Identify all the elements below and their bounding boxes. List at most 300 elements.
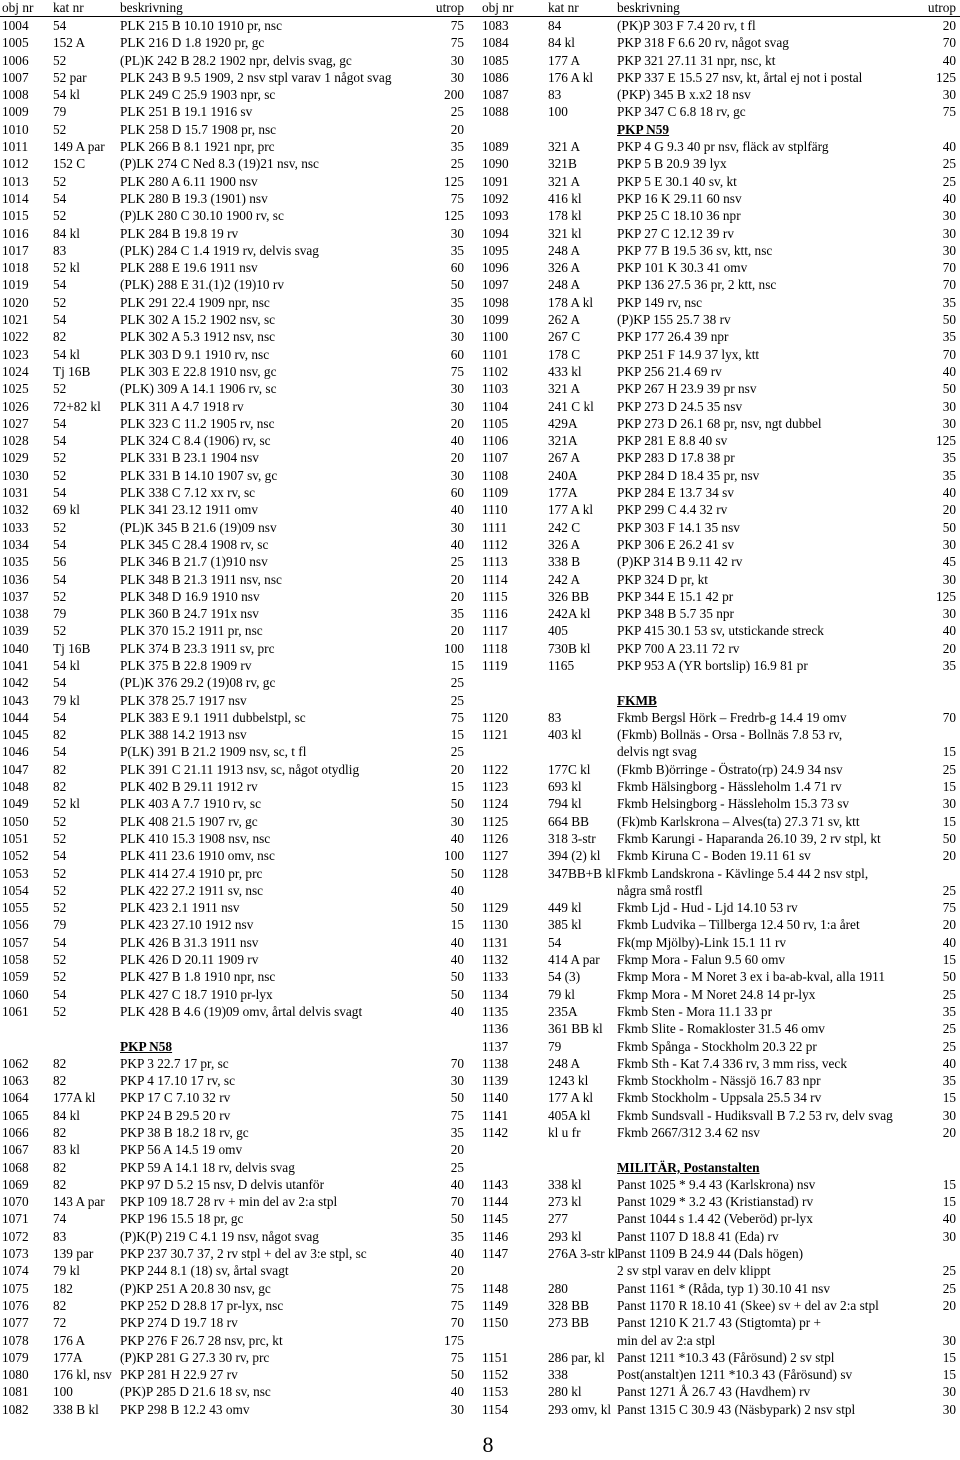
obj-nr: 1110 [482, 502, 508, 518]
utrop: 15 [450, 657, 464, 673]
obj-nr: 1103 [482, 381, 509, 397]
obj-nr: 1053 [2, 865, 29, 881]
utrop: 30 [450, 312, 464, 328]
kat-nr: 82 [53, 1055, 67, 1071]
description: PKP 324 D pr, kt [617, 571, 708, 587]
kat-nr: 54 [53, 675, 67, 691]
utrop: 35 [942, 467, 956, 483]
obj-nr: 1122 [482, 761, 509, 777]
utrop: 35 [942, 657, 956, 673]
utrop: 25 [942, 986, 956, 1002]
utrop: 35 [450, 1228, 464, 1244]
list-item [480, 536, 960, 553]
utrop: 25 [942, 1263, 956, 1279]
utrop: 70 [450, 1055, 464, 1071]
obj-nr: 1040 [2, 640, 29, 656]
obj-nr: 1049 [2, 796, 29, 812]
kat-nr: 54 kl [53, 346, 80, 362]
list-item [480, 415, 960, 432]
description: PLK 288 E 19.6 1911 nsv [120, 260, 258, 276]
left-header [0, 0, 480, 17]
kat-nr: 321B [548, 156, 577, 172]
kat-nr: 326 BB [548, 588, 590, 604]
description: PKP 5 E 30.1 40 sv, kt [617, 173, 737, 189]
left-list [0, 17, 480, 1418]
obj-nr: 1150 [482, 1315, 509, 1331]
description: PLK 426 D 20.11 1909 rv [120, 952, 259, 968]
kat-nr: 276A 3-str kl [548, 1246, 619, 1262]
obj-nr: 1016 [2, 225, 29, 241]
kat-nr: 433 kl [548, 363, 582, 379]
utrop: 25 [942, 156, 956, 172]
obj-nr: 1065 [2, 1107, 29, 1123]
utrop: 100 [444, 848, 464, 864]
kat-nr: 84 [548, 18, 562, 33]
kat-nr: 273 kl [548, 1194, 582, 1210]
utrop: 20 [450, 571, 464, 587]
obj-nr: 1079 [2, 1349, 29, 1365]
obj-nr: 1132 [482, 952, 509, 968]
obj-nr: 1144 [482, 1194, 509, 1210]
obj-nr: 1104 [482, 398, 509, 414]
utrop: 40 [942, 934, 956, 950]
utrop: 35 [450, 242, 464, 258]
kat-nr: 52 [53, 1003, 67, 1019]
description: (P)KP 251 A 20.8 30 nsv, gc [120, 1280, 271, 1296]
list-item [480, 363, 960, 380]
kat-nr: 54 [53, 312, 67, 328]
description: PKP 284 E 13.7 34 sv [617, 485, 734, 501]
list-item [0, 1332, 480, 1349]
kat-nr: 52 [53, 381, 67, 397]
description: (PLK) 288 E 31.(1)2 (19)10 rv [120, 277, 284, 293]
kat-nr: 794 kl [548, 796, 582, 812]
list-item [0, 1124, 480, 1141]
kat-nr: 52 [53, 121, 67, 137]
list-item [0, 1089, 480, 1106]
description: PKP 149 rv, nsc [617, 294, 703, 310]
list-item [0, 674, 480, 691]
obj-nr: 1077 [2, 1315, 29, 1331]
list-item [0, 363, 480, 380]
section-title: MILITÄR, Postanstalten [617, 1159, 760, 1175]
description: PKP 24 B 29.5 20 rv [120, 1107, 231, 1123]
list-item [0, 813, 480, 830]
description: PKP 415 30.1 53 sv, utstickande streck [617, 623, 824, 639]
list-item [0, 588, 480, 605]
kat-nr: 82 [53, 761, 67, 777]
header-kat: kat nr [548, 0, 579, 15]
obj-nr: 1038 [2, 606, 29, 622]
kat-nr: 52 [53, 208, 67, 224]
utrop: 40 [942, 363, 956, 379]
kat-nr: 83 [53, 1228, 67, 1244]
kat-nr: 277 [548, 1211, 568, 1227]
list-item [480, 173, 960, 190]
description: PKP 274 D 19.7 18 rv [120, 1315, 238, 1331]
kat-nr: 52 [53, 519, 67, 535]
description: PLK 338 C 7.12 xx rv, sc [120, 485, 256, 501]
utrop: 25 [942, 761, 956, 777]
obj-nr: 1117 [482, 623, 508, 639]
section-title: FKMB [617, 692, 657, 708]
description: PKP 17 C 7.10 32 rv [120, 1090, 231, 1106]
kat-nr: 54 [53, 415, 67, 431]
list-item [0, 155, 480, 172]
list-item [480, 259, 960, 276]
description: Fk(mp Mjölby)-Link 15.1 11 rv [617, 934, 787, 950]
kat-nr: 394 (2) kl [548, 848, 601, 864]
obj-nr: 1134 [482, 986, 509, 1002]
kat-nr: 54 [53, 848, 67, 864]
list-item [480, 484, 960, 501]
obj-nr: 1066 [2, 1125, 29, 1140]
kat-nr: 82 [53, 1159, 67, 1175]
list-item [480, 1228, 960, 1245]
list-item [480, 1262, 960, 1279]
utrop: 15 [942, 779, 956, 795]
utrop: 15 [942, 1194, 956, 1210]
list-item [480, 225, 960, 242]
obj-nr: 1020 [2, 294, 29, 310]
utrop: 40 [450, 1003, 464, 1019]
kat-nr: Tj 16B [53, 640, 91, 656]
obj-nr: 1147 [482, 1246, 509, 1262]
description: PLK 388 14.2 1913 nsv [120, 727, 247, 743]
description: (P)K(P) 219 C 4.1 19 nsv, något svag [120, 1228, 319, 1244]
list-item [0, 1245, 480, 1262]
utrop: 100 [444, 640, 464, 656]
description: PKP 4 17.10 17 rv, sc [120, 1073, 235, 1089]
kat-nr: 321 A [548, 381, 581, 397]
left-column [0, 0, 480, 1418]
description: Panst 1161 * (Råda, typ 1) 30.10 41 nsv [617, 1280, 830, 1296]
kat-nr: 54 [53, 536, 67, 552]
obj-nr: 1032 [2, 502, 29, 518]
utrop: 30 [942, 415, 956, 431]
description: PKP 4 G 9.3 40 pr nsv, fläck av stplfärg [617, 139, 829, 155]
kat-nr: 178 kl [548, 208, 582, 224]
list-item [0, 207, 480, 224]
utrop: 50 [942, 830, 956, 846]
description: PLK 410 15.3 1908 nsv, nsc [120, 830, 271, 846]
kat-nr: 248 A [548, 1055, 581, 1071]
kat-nr: 152 C [53, 156, 86, 172]
utrop: 20 [942, 1297, 956, 1313]
obj-nr: 1131 [482, 934, 509, 950]
obj-nr: 1088 [482, 104, 509, 120]
kat-nr: 414 A par [548, 952, 600, 968]
kat-nr: 177 A kl [548, 502, 594, 518]
kat-nr: 321A [548, 433, 578, 449]
utrop: 70 [942, 35, 956, 51]
blank-row [480, 1141, 960, 1158]
utrop: 35 [450, 294, 464, 310]
list-item [0, 484, 480, 501]
kat-nr: 326 A [548, 260, 581, 276]
obj-nr: 1058 [2, 952, 29, 968]
obj-nr: 1115 [482, 588, 508, 604]
obj-nr: 1141 [482, 1107, 509, 1123]
list-item [480, 847, 960, 864]
utrop: 20 [450, 450, 464, 466]
obj-nr: 1149 [482, 1297, 509, 1313]
obj-nr: 1011 [2, 139, 29, 155]
utrop: 35 [942, 450, 956, 466]
kat-nr: 177 A [548, 52, 581, 68]
obj-nr: 1015 [2, 208, 29, 224]
list-item [480, 1280, 960, 1297]
utrop: 20 [942, 1125, 956, 1140]
kat-nr: 84 kl [53, 1107, 80, 1123]
list-item [0, 795, 480, 812]
kat-nr: 84 kl [53, 225, 80, 241]
list-item [480, 69, 960, 86]
obj-nr: 1101 [482, 346, 509, 362]
utrop: 15 [450, 727, 464, 743]
obj-nr: 1042 [2, 675, 29, 691]
utrop: 60 [450, 346, 464, 362]
description: PKP 273 D 26.1 68 pr, nsv, ngt dubbel [617, 415, 822, 431]
list-item [480, 276, 960, 293]
description: (P)LK 274 C Ned 8.3 (19)21 nsv, nsc [120, 156, 319, 172]
utrop: 40 [942, 52, 956, 68]
obj-nr: 1086 [482, 69, 509, 85]
obj-nr: 1017 [2, 242, 29, 258]
obj-nr: 1151 [482, 1349, 509, 1365]
list-item [480, 519, 960, 536]
list-item [480, 34, 960, 51]
kat-nr: 54 kl [53, 87, 80, 103]
description: PKP 298 B 12.2 43 omv [120, 1401, 250, 1417]
utrop: 35 [450, 1125, 464, 1140]
kat-nr: 242A kl [548, 606, 591, 622]
list-item [480, 1124, 960, 1141]
description: PKP 5 B 20.9 39 lyx [617, 156, 727, 172]
kat-nr: 328 BB [548, 1297, 590, 1313]
right-column [480, 0, 960, 1418]
utrop: 40 [450, 536, 464, 552]
kat-nr: 361 BB kl [548, 1021, 603, 1037]
utrop: 75 [450, 35, 464, 51]
kat-nr: 286 par, kl [548, 1349, 605, 1365]
kat-nr: 242 A [548, 571, 581, 587]
list-item [0, 934, 480, 951]
list-item [480, 1314, 960, 1331]
kat-nr: 54 [53, 277, 67, 293]
utrop: 30 [450, 398, 464, 414]
list-item [0, 415, 480, 432]
utrop: 15 [942, 744, 956, 760]
obj-nr: 1137 [482, 1038, 509, 1054]
list-item [0, 173, 480, 190]
kat-nr: 100 [548, 104, 568, 120]
obj-nr: 1054 [2, 882, 29, 898]
obj-nr: 1029 [2, 450, 29, 466]
description: PLK 216 D 1.8 1920 pr, gc [120, 35, 265, 51]
description: Fkmb Sten - Mora 11.1 33 pr [617, 1003, 772, 1019]
kat-nr: 149 A par [53, 139, 105, 155]
list-item [480, 449, 960, 466]
list-item [480, 882, 960, 899]
description: PKP 177 26.4 39 npr [617, 329, 729, 345]
description: PLK 427 C 18.7 1910 pr-lyx [120, 986, 273, 1002]
utrop: 25 [942, 1038, 956, 1054]
list-item [0, 34, 480, 51]
utrop: 20 [450, 1142, 464, 1158]
obj-nr: 1127 [482, 848, 509, 864]
kat-nr: 242 C [548, 519, 581, 535]
utrop: 25 [450, 675, 464, 691]
list-item [0, 121, 480, 138]
kat-nr: 318 3-str [548, 830, 596, 846]
list-item [0, 225, 480, 242]
utrop: 50 [450, 796, 464, 812]
obj-nr: 1055 [2, 900, 29, 916]
kat-nr: 82 [53, 779, 67, 795]
list-item [0, 1366, 480, 1383]
obj-nr: 1056 [2, 917, 29, 933]
list-item [0, 1176, 480, 1193]
description: PLK 266 B 8.1 1921 npr, prc [120, 139, 275, 155]
kat-nr: 321 kl [548, 225, 582, 241]
description: delvis ngt svag [617, 744, 697, 760]
obj-nr: 1129 [482, 900, 509, 916]
list-item [0, 52, 480, 69]
description: PLK 345 C 28.4 1908 rv, sc [120, 536, 269, 552]
obj-nr: 1048 [2, 779, 29, 795]
utrop: 35 [942, 294, 956, 310]
list-item [480, 1297, 960, 1314]
utrop: 30 [942, 1401, 956, 1417]
obj-nr: 1073 [2, 1246, 29, 1262]
obj-nr: 1099 [482, 312, 509, 328]
list-item [480, 138, 960, 155]
description: PKP 244 8.1 (18) sv, årtal svagt [120, 1263, 289, 1279]
kat-nr: 664 BB [548, 813, 590, 829]
kat-nr: 82 [53, 1073, 67, 1089]
description: (PK)P 303 F 7.4 20 rv, t fl [617, 18, 756, 33]
description: PLK 303 D 9.1 1910 rv, nsc [120, 346, 270, 362]
kat-nr: 262 A [548, 312, 581, 328]
kat-nr: 177A [548, 485, 578, 501]
kat-nr: 54 [53, 744, 67, 760]
list-item [0, 1159, 480, 1176]
utrop: 30 [450, 329, 464, 345]
list-item [480, 571, 960, 588]
obj-nr: 1154 [482, 1401, 509, 1417]
utrop: 50 [450, 1211, 464, 1227]
description: Fkmb Slite - Romakloster 31.5 46 omv [617, 1021, 825, 1037]
obj-nr: 1083 [482, 18, 509, 33]
kat-nr: 82 [53, 1125, 67, 1140]
utrop: 25 [942, 882, 956, 898]
utrop: 20 [942, 640, 956, 656]
obj-nr: 1094 [482, 225, 509, 241]
description: PKP 27 C 12.12 39 rv [617, 225, 734, 241]
list-item [480, 1210, 960, 1227]
utrop: 25 [450, 156, 464, 172]
description: PKP 25 C 18.10 36 npr [617, 208, 741, 224]
description: PLK 374 B 23.3 1911 sv, prc [120, 640, 275, 656]
description: PLK 302 A 15.2 1902 nsv, sc [120, 312, 276, 328]
utrop: 50 [450, 969, 464, 985]
obj-nr: 1145 [482, 1211, 509, 1227]
list-item [480, 1107, 960, 1124]
obj-nr: 1085 [482, 52, 509, 68]
description: PLK 280 B 19.3 (1901) nsv [120, 190, 268, 206]
obj-nr: 1037 [2, 588, 29, 604]
utrop: 30 [450, 467, 464, 483]
utrop: 20 [942, 917, 956, 933]
kat-nr: 176 A kl [548, 69, 594, 85]
description: PKP 337 E 15.5 27 nsv, kt, årtal ej not i postal [617, 69, 863, 85]
description: PKP 318 F 6.6 20 rv, något svag [617, 35, 789, 51]
description: (PLK) 309 A 14.1 1906 rv, sc [120, 381, 277, 397]
description: PLK 280 A 6.11 1900 nsv [120, 173, 258, 189]
utrop: 20 [942, 18, 956, 33]
kat-nr: 338 B kl [53, 1401, 99, 1417]
kat-nr: 240A [548, 467, 578, 483]
list-item [0, 328, 480, 345]
description: PKP 281 H 22.9 27 rv [120, 1367, 238, 1383]
obj-nr: 1128 [482, 865, 509, 881]
utrop: 50 [942, 969, 956, 985]
list-item [480, 795, 960, 812]
description: PLK 348 B 21.3 1911 nsv, nsc [120, 571, 282, 587]
kat-nr: 52 [53, 882, 67, 898]
utrop: 75 [450, 190, 464, 206]
description: PKP 109 18.7 28 rv + min del av 2:a stpl [120, 1194, 338, 1210]
obj-nr: 1102 [482, 363, 509, 379]
header-kat: kat nr [53, 0, 84, 15]
section-heading [0, 1038, 480, 1055]
list-item [0, 847, 480, 864]
list-item [0, 916, 480, 933]
description: Fkmb Landskrona - Kävlinge 5.4 44 2 nsv stpl, [617, 865, 869, 881]
list-item [480, 1089, 960, 1106]
obj-nr: 1069 [2, 1176, 29, 1192]
utrop: 50 [450, 277, 464, 293]
utrop: 50 [450, 1090, 464, 1106]
utrop: 50 [942, 381, 956, 397]
obj-nr: 1090 [482, 156, 509, 172]
description: (Fk)mb Karlskrona – Alves(ta) 27.3 71 sv, ktt [617, 813, 860, 829]
list-item [480, 1383, 960, 1400]
utrop: 40 [942, 190, 956, 206]
description: PKP 59 A 14.1 18 rv, delvis svag [120, 1159, 295, 1175]
obj-nr: 1026 [2, 398, 29, 414]
list-item [480, 553, 960, 570]
description: Fkmp Mora - M Noret 24.8 14 pr-lyx [617, 986, 816, 1002]
list-item [480, 52, 960, 69]
kat-nr: 416 kl [548, 190, 582, 206]
obj-nr: 1036 [2, 571, 29, 587]
description: PLK 427 B 1.8 1910 npr, nsc [120, 969, 276, 985]
utrop: 30 [450, 1073, 464, 1089]
list-item [480, 311, 960, 328]
header-obj: obj nr [482, 0, 514, 15]
list-item [0, 536, 480, 553]
list-item [480, 916, 960, 933]
utrop: 20 [942, 502, 956, 518]
kat-nr: 79 kl [53, 1263, 80, 1279]
obj-nr: 1024 [2, 363, 29, 379]
utrop: 25 [450, 554, 464, 570]
list-item [480, 1038, 960, 1055]
list-item [0, 259, 480, 276]
obj-nr: 1027 [2, 415, 29, 431]
